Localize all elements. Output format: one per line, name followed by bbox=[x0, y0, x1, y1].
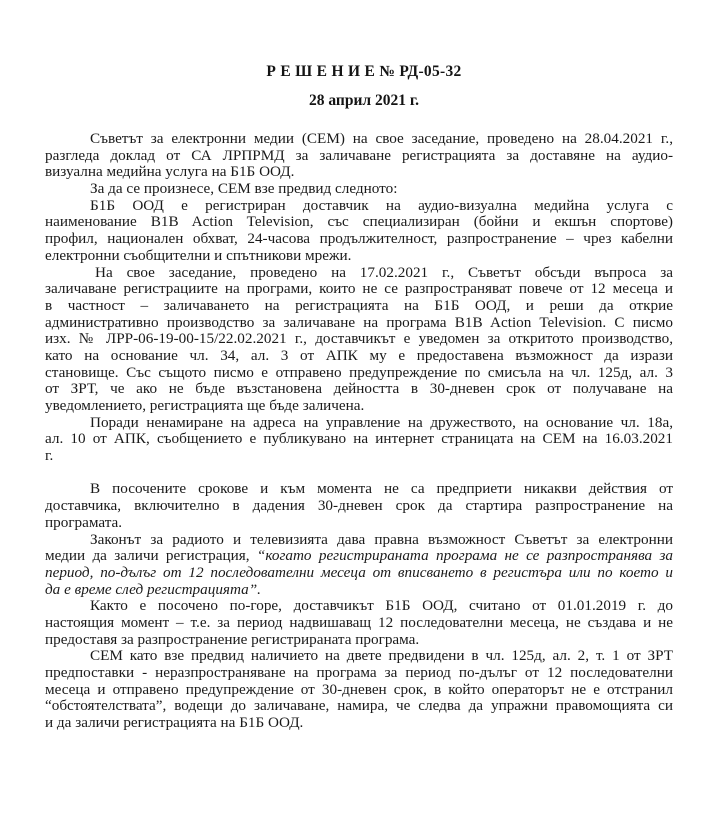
paragraph-law-quote bbox=[45, 532, 673, 599]
text-line: от ЗРТ, че ако не бъде възстановена дейността в 30-дневен срок от получаване на bbox=[45, 381, 673, 398]
text-line: административно производство за заличаване на програма B1B Action Television. С писмо bbox=[45, 314, 673, 331]
text-line: Б1Б ООД е регистриран доставчик на аудио-визуална медийна услуга с bbox=[90, 197, 673, 214]
decision-title: Р Е Ш Е Н И Е № РД-05-32 bbox=[266, 63, 462, 80]
paragraph-proceedings bbox=[45, 265, 673, 415]
legal-quote: “когато регистрираната програма не се разпространява за bbox=[256, 548, 673, 565]
text-line: електронни съобщителни и спътникови мрежи. bbox=[45, 247, 352, 264]
text-line: предоставя за разпространение регистрираната програма. bbox=[45, 631, 420, 648]
text-line: Съветът за електронни медии (СЕМ) на свое заседание, проведено на 28.04.2021 г., bbox=[90, 131, 673, 147]
text-line: наименование B1B Action Television, със специализиран (бойни и екшън спортове) bbox=[45, 214, 673, 231]
text-line: изх. № ЛРР-06-19-00-15/22.02.2021 г., доставчикът е уведомен за откритото производство, bbox=[45, 331, 673, 348]
text-line: заличаване регистрациите на програми, които не се разпространяват повече от 12 месеца и bbox=[45, 281, 673, 298]
paragraph-period bbox=[45, 598, 673, 648]
text-line: визуална медийна услуга на Б1Б ООД. bbox=[45, 164, 295, 181]
text-line: становище. Със същото писмо е отправено предупреждение по смисъла на чл. 125д, ал. 3 bbox=[45, 364, 673, 381]
text-line bbox=[45, 532, 673, 549]
text-line: уведомлението, регистрацията ще бъде заличена. bbox=[45, 398, 365, 414]
text-line: като на основание чл. 34, ал. 3 от АПК му е предоставена възможност да изрази bbox=[45, 347, 673, 364]
paragraph-considerations bbox=[45, 181, 673, 198]
legal-quote: период, по-дълъг от 12 последователни месеца от вписването в регистъра или по което и bbox=[45, 564, 673, 581]
text-line: програмата. bbox=[45, 514, 123, 531]
text-line bbox=[45, 565, 673, 582]
decision-date: 28 април 2021 г. bbox=[308, 92, 419, 109]
text-line bbox=[45, 582, 673, 599]
text-line: За да се произнесе, СЕМ взе предвид следното: bbox=[90, 181, 398, 198]
text-line: г. bbox=[45, 448, 54, 465]
text-line: ал. 10 от АПК, съобщението е публикувано на интернет страницата на СЕМ на 16.03.2021 bbox=[45, 431, 673, 448]
text-normal: медии да заличи регистрация, bbox=[45, 548, 257, 565]
text-line bbox=[45, 548, 673, 565]
document-body bbox=[45, 131, 673, 732]
text-line: разгледа доклад от СА ЛРПРМД за заличаване регистрацията за доставяне на аудио- bbox=[45, 147, 673, 164]
paragraph-conclusion bbox=[45, 648, 673, 731]
text-line: В посочените срокове и към момента не са предприети никакви действия от bbox=[90, 481, 673, 498]
text-line: На свое заседание, проведено на 17.02.2021 г., Съветът обсъди въпроса за bbox=[95, 264, 673, 281]
text-line: Поради ненамиране на адреса на управление на дружеството, на основание чл. 18а, bbox=[90, 414, 673, 431]
paragraph-gap bbox=[45, 465, 673, 482]
text-line: в частност – заличаването на регистрацията на Б1Б ООД, и реши да открие bbox=[45, 297, 673, 314]
paragraph-publication bbox=[45, 415, 673, 465]
text-line: предпоставки - неразпространяване на програма за период по-дълъг от 12 последователни bbox=[45, 665, 673, 681]
text-line: и да заличи регистрацията на Б1Б ООД. bbox=[45, 715, 304, 732]
legal-quote: да е време след регистрацията”. bbox=[45, 581, 261, 598]
text-line: “обстоятелствата”, водещи до заличаване, намира, че следва да упражни правомощията си bbox=[45, 698, 673, 715]
text-normal: Законът за радиото и телевизията дава правна възможност Съветът за електронни bbox=[90, 531, 673, 548]
text-line: доставчика, включително в дадения 30-дневен срок да стартира разпространение на bbox=[45, 498, 673, 515]
text-line: Както е посочено по-горе, доставчикът Б1Б ООД, считано от 01.01.2019 г. до bbox=[90, 598, 673, 615]
text-line: профил, национален обхват, 24-часова продължителност, разпространение – чрез кабелни bbox=[45, 231, 673, 248]
paragraph-intro bbox=[45, 131, 673, 181]
paragraph-no-action bbox=[45, 481, 673, 531]
text-line: месеца и отправено предупреждение от 30-дневен срок, в който операторът не е отстранил bbox=[45, 681, 673, 698]
paragraph-provider bbox=[45, 198, 673, 265]
text-line: настоящия момент – т.е. за период надвишаващ 12 последователни месеца, не създава и не bbox=[45, 614, 673, 631]
text-line: СЕМ като взе предвид наличието на двете предвидени в чл. 125д, ал. 2, т. 1 от ЗРТ bbox=[90, 648, 673, 665]
